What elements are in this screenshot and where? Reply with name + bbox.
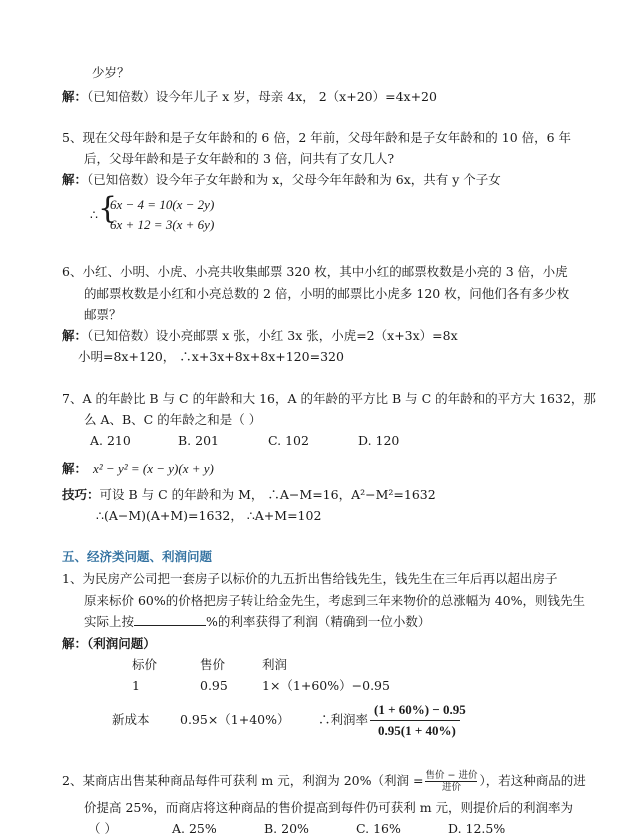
- econ-problem-2-line-1: [62, 770, 586, 793]
- profit-rate-label: ∴利润率: [318, 712, 369, 727]
- econ-problem-2-option-d: D. 12.5%: [448, 821, 506, 836]
- problem-6-line-1: 6、小红、小明、小虎、小亮共收集邮票 320 枚，其中小红的邮票枚数是小亮的 3 倍，小虎: [62, 264, 568, 279]
- solution-text: （利润问题）: [87, 636, 156, 651]
- solution-label: 解：: [62, 172, 88, 187]
- profit-rate-numerator: (1 + 60%) − 0.95: [374, 702, 466, 717]
- econ-problem-2-option-c: C. 16%: [356, 821, 401, 836]
- equation-system-brace: {: [98, 191, 118, 226]
- profit-rate-denominator: 0.95(1 + 40%): [378, 723, 456, 738]
- problem-5-solution: [62, 171, 501, 189]
- text-before-fraction: 2、某商店出售某种商品每件可获利 m 元，利润为 20%（利润 =: [62, 773, 424, 788]
- value-list-price: 1: [132, 678, 140, 693]
- solution-label: 解：: [62, 89, 88, 104]
- problem-5-line-1: 5、现在父母年龄和是子女年龄和的 6 倍，2 年前，父母年龄和是子女年龄和的 10 倍，6 年: [62, 130, 572, 145]
- equation-2: 6x + 12 = 3(x + 6y): [110, 217, 215, 232]
- solution-label: 解：: [62, 636, 88, 651]
- solution-text: （已知倍数）设今年儿子 x 岁，母亲 4x， 2（x+20）=4x+20: [87, 89, 437, 104]
- econ-problem-2-option-b: B. 20%: [264, 821, 309, 836]
- new-cost-label: 新成本: [112, 712, 150, 727]
- new-cost-value: 0.95×（1+40%）: [180, 712, 290, 727]
- tip-text: 可设 B 与 C 的年龄和为 M， ∴A−M=16，A²−M²=1632: [99, 487, 436, 502]
- text-before-blank: 实际上按: [84, 614, 135, 629]
- problem-6-line-2: 的邮票枚数是小红和小亮总数的 2 倍，小明的邮票比小虎多 120 枚，问他们各有多少枚: [84, 286, 570, 301]
- problem-6-solution-line-2: 小明=8x+120， ∴x+3x+8x+8x+120=320: [78, 349, 344, 364]
- equation-1: 6x − 4 = 10(x − 2y): [110, 197, 215, 212]
- profit-fraction: [425, 770, 477, 793]
- solution-label: 解：: [62, 328, 88, 343]
- solution-text: （已知倍数）设小亮邮票 x 张，小红 3x 张，小虎=2（x+3x）=8x: [87, 328, 458, 343]
- problem-6-solution: [62, 327, 458, 345]
- problem-6-line-3: 邮票？: [84, 307, 122, 322]
- section-heading: 五、经济类问题、利润问题: [62, 549, 213, 564]
- econ-problem-2-line-3: （ ）: [88, 821, 117, 836]
- text-after-blank: %的利率获得了利润（精确到一位小数）: [206, 614, 431, 629]
- solution-label: 解：: [62, 461, 88, 476]
- econ-problem-1-line-1: 1、为民房产公司把一套房子以标价的九五折出售给钱先生，钱先生在三年后再以超出房子: [62, 571, 558, 586]
- text-after-fraction: ），若这种商品的进: [479, 773, 586, 788]
- value-profit: 1×（1+60%）−0.95: [262, 678, 390, 693]
- problem-4-tail: 少岁？: [92, 65, 130, 80]
- problem-7-line-1: 7、A 的年龄比 B 与 C 的年龄和大 16，A 的年龄的平方比 B 与 C 的年龄和的平方大 1632，那: [62, 391, 596, 406]
- therefore-symbol: ∴: [90, 207, 98, 222]
- header-list-price: 标价: [132, 657, 158, 672]
- header-sale-price: 售价: [200, 657, 226, 672]
- problem-7-option-c: C. 102: [268, 433, 309, 448]
- econ-problem-1-line-3: [84, 613, 430, 631]
- problem-7-line-2: 么 A、B、C 的年龄之和是（ ）: [84, 412, 262, 427]
- fraction-denominator: 进价: [441, 782, 461, 793]
- econ-problem-1-solution: [62, 635, 156, 653]
- econ-problem-2-option-a: A. 25%: [172, 821, 217, 836]
- problem-7-option-a: A. 210: [90, 433, 131, 448]
- econ-problem-2-line-2: 价提高 25%，而商店将这种商品的售价提高到每件仍可获利 m 元，则提价后的利润率为: [84, 800, 574, 815]
- tip-label: 技巧：: [62, 487, 100, 502]
- value-sale-price: 0.95: [200, 678, 228, 693]
- problem-5-line-2: 后，父母年龄和是子女年龄和的 3 倍，问共有了女几人?: [84, 151, 395, 166]
- solution-formula: x² − y² = (x − y)(x + y): [93, 461, 214, 476]
- problem-7-option-b: B. 201: [178, 433, 219, 448]
- header-profit: 利润: [262, 657, 288, 672]
- fraction-numerator: 售价 − 进价: [425, 770, 478, 781]
- problem-4-solution: [62, 88, 437, 106]
- fraction-bar: [370, 720, 460, 721]
- answer-blank: [134, 613, 206, 626]
- econ-problem-1-line-2: 原来标价 60%的价格把房子转让给金先生，考虑到三年来物价的总涨幅为 40%，则钱先生: [84, 593, 586, 608]
- solution-text: （已知倍数）设今年子女年龄和为 x，父母今年年龄和为 6x，共有 y 个子女: [87, 172, 501, 187]
- problem-7-tip: [62, 486, 436, 504]
- problem-7-tip-line-2: ∴(A−M)(A+M)=1632， ∴A+M=102: [96, 508, 322, 523]
- problem-7-option-d: D. 120: [358, 433, 400, 448]
- problem-7-solution: [62, 460, 214, 478]
